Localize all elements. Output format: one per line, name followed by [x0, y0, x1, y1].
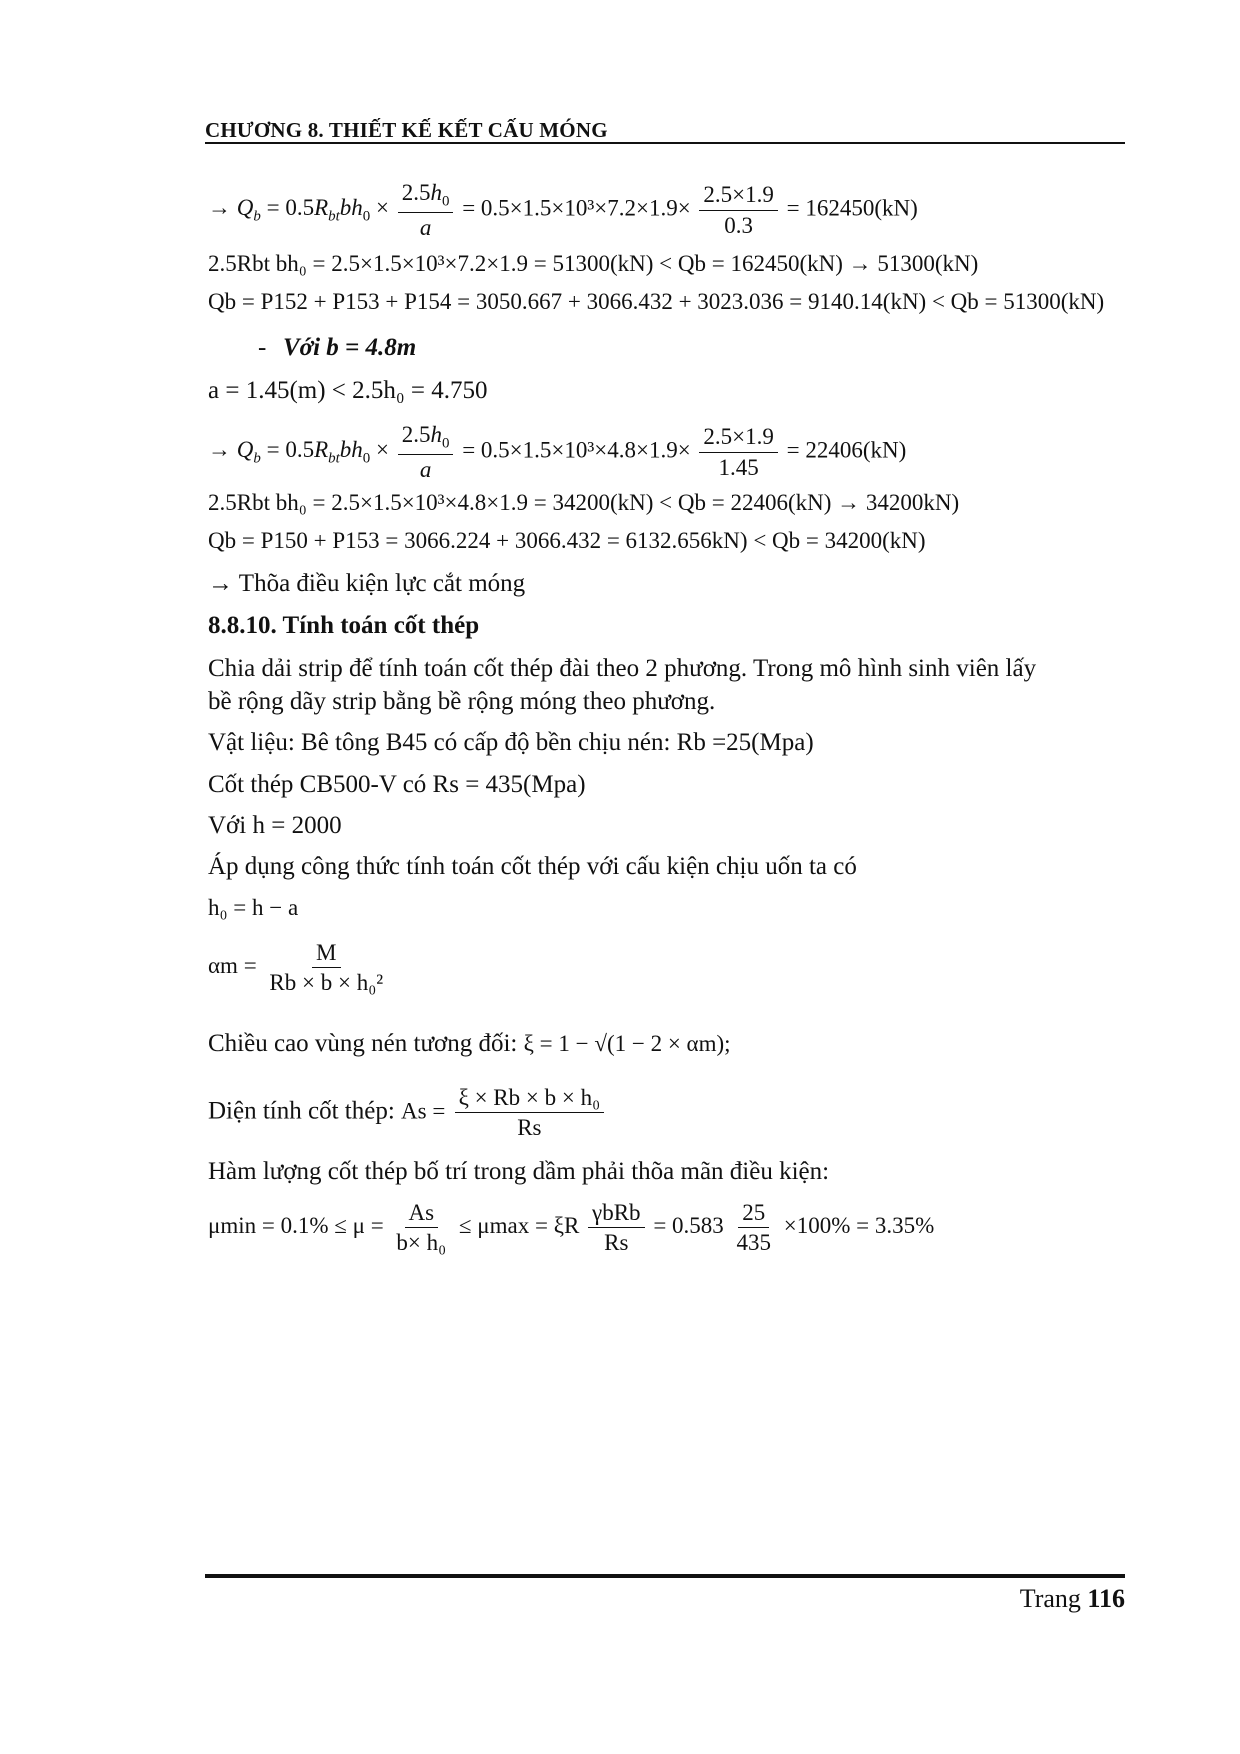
frac-den-2: 0.3: [724, 212, 754, 238]
chapter-title: CHƯƠNG 8. THIẾT KẾ KẾT CẤU MÓNG: [205, 118, 608, 142]
mu-label: Hàm lượng cốt thép bố trí trong dầm phải thõa mãn điều kiện:: [208, 1158, 830, 1185]
eq-qb-1: → $Q_b = 0.5R_{bt}bh_0$ × $\frac{2.5h_0}{a}$ = 0.5×1.5×10³×7.2×1.9× $\frac{2.5\times 1.9}{0.3}$ = 162450(kN): [208, 180, 918, 241]
as-line: [208, 1085, 607, 1141]
case-heading: Với b = 4.8m: [283, 334, 417, 361]
header-rule: [205, 142, 1125, 144]
as-num: ξ × Rb × b × h₀: [455, 1085, 605, 1113]
page-number: [1020, 1584, 1125, 1614]
eq-qb-2: → $Q_b = 0.5R_{bt}bh_0$ × $\frac{2.5h_0}{a}$ = 0.5×1.5×10³×4.8×1.9× $\frac{2.5\times 1.9}{1.45}$ = 22406(kN): [208, 422, 907, 483]
mu-den-1: b× h₀: [396, 1230, 447, 1256]
eq-shear-limit-1: 2.5Rbt bh₀ = 2.5×1.5×10³×7.2×1.9 = 51300(kN) < Qb = 162450(kN) → 51300(kN): [208, 251, 979, 276]
frac-den: a: [419, 215, 432, 241]
steel-line: Cốt thép CB500-V có Rs = 435(Mpa): [208, 771, 586, 798]
paragraph-line-1: Chia dải strip để tính toán cốt thép đài theo 2 phương. Trong mô hình sinh viên lấy: [208, 655, 1037, 682]
frac-den-3: 1.45: [718, 454, 759, 480]
mu-num-1: As: [405, 1200, 439, 1228]
eq-result-2: = 22406(kN): [786, 437, 907, 463]
line-a-value: a = 1.45(m) < 2.5h₀ = 4.750: [208, 377, 488, 404]
mu-lhs: μmin = 0.1% ≤ μ =: [208, 1213, 384, 1239]
alpha-den: Rb × b × h₀²: [269, 970, 384, 996]
alpha-num: M: [312, 940, 340, 968]
material-line: Vật liệu: Bê tông B45 có cấp độ bền chịu nén: Rb =25(Mpa): [208, 729, 814, 756]
frac-num-3: 2.5×1.9: [699, 424, 777, 452]
eq-sum-p-2: Qb = P150 + P153 = 3066.224 + 3066.432 = 6132.656kN) < Qb = 34200(kN): [208, 528, 926, 553]
as-den: Rs: [517, 1115, 542, 1141]
page-label: Trang: [1019, 1584, 1081, 1613]
eq-sum-p-1: Qb = P152 + P153 + P154 = 3050.667 + 3066.432 + 3023.036 = 9140.14(kN) < Qb = 51300(kN): [208, 289, 1105, 314]
paragraph-line-2: bề rộng dãy strip bằng bề rộng móng theo phương.: [208, 688, 716, 715]
formula-h0: h₀ = h − a: [208, 895, 299, 920]
mu-result: ×100% = 3.35%: [783, 1213, 935, 1239]
apply-line: Áp dụng công thức tính toán cốt thép với cấu kiện chịu uốn ta có: [208, 853, 857, 880]
footer-rule: [205, 1574, 1125, 1578]
xi-formula: ξ = 1 − √(1 − 2 × αm);: [523, 1031, 731, 1056]
bullet-dash: -: [258, 334, 267, 361]
frac-num-2: 2.5×1.9: [699, 182, 777, 210]
section-heading: 8.8.10. Tính toán cốt thép: [208, 612, 480, 639]
height-line: Với h = 2000: [208, 812, 342, 839]
conclusion-text: → Thõa điều kiện lực cắt móng: [208, 570, 526, 597]
page-number-value: 116: [1087, 1584, 1125, 1613]
eq-tail: = 0.5×1.5×10³×7.2×1.9×: [462, 195, 691, 221]
as-label: Diện tính cốt thép:: [208, 1097, 395, 1125]
xi-line: [208, 1030, 731, 1058]
mu-num-2: γbRb: [588, 1200, 645, 1228]
mu-mid: ≤ μmax = ξR: [458, 1213, 580, 1239]
formula-mu: [208, 1200, 934, 1256]
eq-tail-2: = 0.5×1.5×10³×4.8×1.9×: [462, 437, 691, 463]
mu-den-3: 435: [736, 1230, 772, 1256]
mu-num-3: 25: [738, 1200, 769, 1228]
as-lhs: As =: [401, 1098, 446, 1124]
mu-den-2: Rs: [604, 1230, 629, 1256]
mu-coef: = 0.583: [653, 1213, 724, 1239]
frac-num: $2.5h_0$: [398, 180, 454, 213]
alpha-lhs: αm =: [208, 953, 257, 979]
eq-result: = 162450(kN): [786, 195, 918, 221]
eq-shear-limit-2: 2.5Rbt bh₀ = 2.5×1.5×10³×4.8×1.9 = 34200(kN) < Qb = 22406(kN) → 34200kN): [208, 490, 960, 515]
xi-label: Chiều cao vùng nén tương đối:: [208, 1030, 518, 1057]
formula-alpha-m: [208, 940, 390, 996]
